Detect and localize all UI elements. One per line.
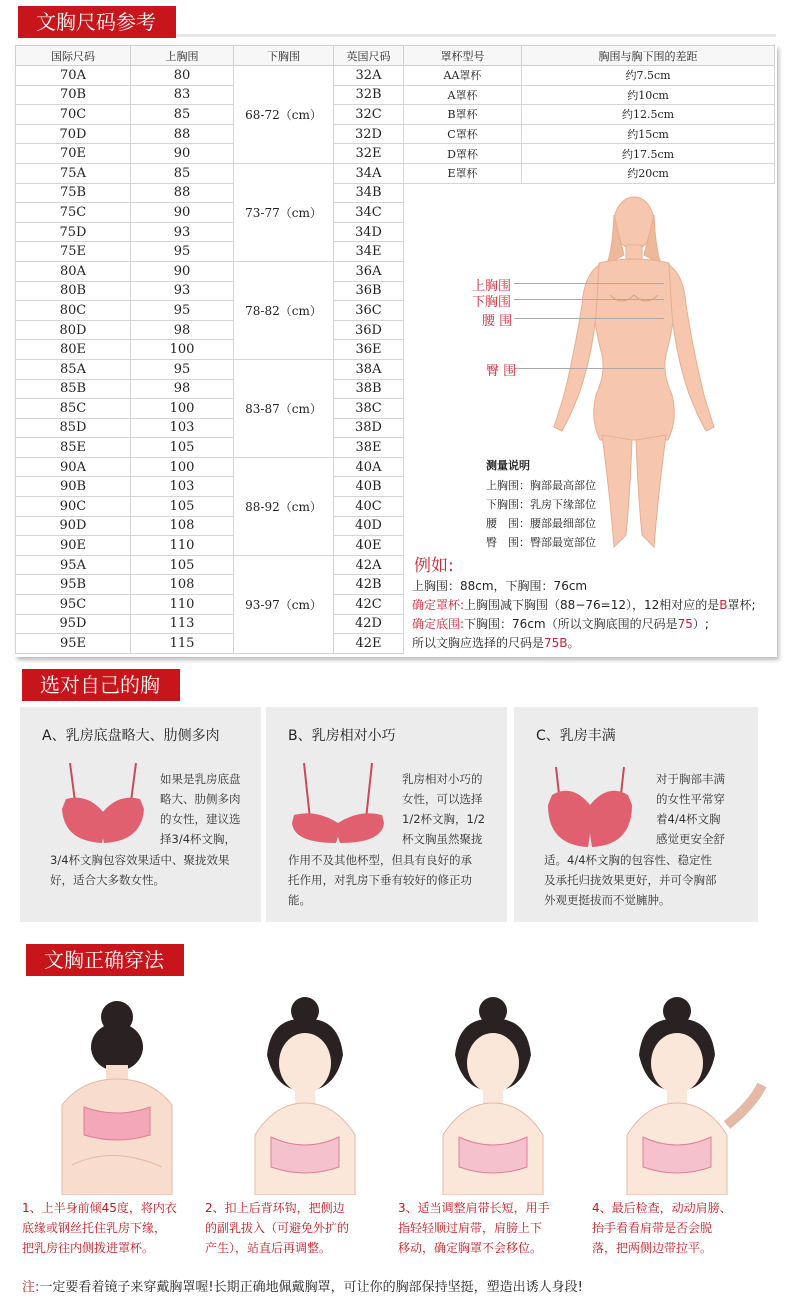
table-cell: 90E	[16, 536, 131, 556]
table-cell: 70E	[16, 144, 131, 164]
table-cell: 70A	[16, 66, 131, 86]
table-cell: 85A	[16, 359, 131, 379]
table-cell: 95A	[16, 555, 131, 575]
breast-type-card-a	[20, 707, 261, 922]
table-cell: 32B	[334, 85, 404, 105]
table-cell: 34C	[334, 203, 404, 223]
table-cell: 100	[131, 340, 234, 360]
woman-leaning-illustration	[22, 995, 212, 1195]
table-cell: 36B	[334, 281, 404, 301]
table-cell: 约17.5cm	[522, 144, 775, 164]
type-desc-side	[160, 769, 241, 849]
desc-line: 对于胸部丰满	[656, 772, 725, 786]
bra-4-4-cup-icon	[544, 763, 636, 851]
col-header: 罩杯型号	[404, 46, 522, 66]
table-cell: 40E	[334, 536, 404, 556]
section-title-text: 选对自己的胸	[40, 673, 160, 697]
measurement-note-title: 测量说明	[486, 459, 530, 472]
table-cell: 110	[131, 536, 234, 556]
table-cell: 80B	[16, 281, 131, 301]
example-label: 确定罩杯:	[412, 598, 465, 612]
measurement-note: 下胸围：乳房下缘部位	[486, 498, 596, 511]
table-cell: 95	[131, 359, 234, 379]
table-cell: 95E	[16, 634, 131, 654]
desc-line: 择3/4杯文胸，	[160, 832, 237, 846]
table-cell: C罩杯	[404, 124, 522, 144]
table-cell: 80D	[16, 320, 131, 340]
example-text: 上胸围减下胸围（88−76=12），12相对应的是	[464, 598, 720, 612]
col-header: 国际尺码	[16, 46, 131, 66]
table-header-row	[16, 46, 775, 66]
table-cell: 42A	[334, 555, 404, 575]
table-cell: 约12.5cm	[522, 105, 775, 125]
example-text: ）;	[692, 617, 709, 631]
example-text: 下胸围：76cm（所以文胸底围的尺码是	[464, 617, 678, 631]
step-line: 4、最后检查，动动肩膀、	[592, 1201, 732, 1215]
type-title: C、乳房丰满	[536, 728, 616, 744]
table-cell: 90C	[16, 497, 131, 517]
table-cell: 38B	[334, 379, 404, 399]
step-line: 2、扣上后背环钩，把侧边	[205, 1201, 345, 1215]
example-title: 例如:	[414, 556, 454, 576]
table-cell: 70C	[16, 105, 131, 125]
desc-line: 略大、肋侧多肉	[160, 792, 241, 806]
table-cell: 约15cm	[522, 124, 775, 144]
label-hip: 臀 围	[486, 364, 517, 379]
table-cell: 34B	[334, 183, 404, 203]
table-cell: 98	[131, 379, 234, 399]
step-line: 3、适当调整肩带长短，用手	[398, 1201, 550, 1215]
table-cell: 36C	[334, 301, 404, 321]
table-cell: 40A	[334, 457, 404, 477]
table-cell: AA罩杯	[404, 66, 522, 86]
section-title-breast-type	[22, 669, 180, 701]
desc-line: 乳房相对小巧的	[402, 772, 483, 786]
step-4	[592, 995, 782, 1265]
table-cell: 42D	[334, 614, 404, 634]
table-row	[16, 85, 775, 105]
table-cell: 90A	[16, 457, 131, 477]
type-desc-side	[402, 769, 485, 849]
table-cell: 38D	[334, 418, 404, 438]
table-cell: 83	[131, 85, 234, 105]
table-cell: 103	[131, 418, 234, 438]
desc-line: 杯文胸虽然聚拢	[402, 832, 483, 846]
footer-note	[22, 1276, 583, 1295]
table-cell: 42E	[334, 634, 404, 654]
table-cell: A罩杯	[404, 85, 522, 105]
example-highlight: 75	[677, 617, 693, 631]
desc-line: 女性，可以选择	[402, 792, 483, 806]
table-cell: 75B	[16, 183, 131, 203]
measurement-note: 腰 围：腰部最细部位	[486, 517, 596, 530]
woman-adjusting-strap-illustration	[398, 995, 588, 1195]
step-line: 移动，确定胸罩不会移位。	[398, 1241, 543, 1255]
table-cell: 115	[131, 634, 234, 654]
step-line: 底缘或钢丝托住乳房下缘，	[22, 1221, 167, 1235]
step-line: 的副乳拔入（可避免外扩的	[205, 1221, 350, 1235]
table-cell: 70B	[16, 85, 131, 105]
measurement-note: 上胸围：胸部最高部位	[486, 479, 596, 492]
table-cell: 34D	[334, 222, 404, 242]
table-cell: 40D	[334, 516, 404, 536]
label-waist: 腰 围	[482, 314, 513, 329]
breast-type-card-b	[266, 707, 507, 922]
type-desc-side	[656, 769, 725, 849]
section-title-text: 文胸正确穿法	[44, 948, 164, 972]
measurement-figure-panel	[404, 185, 774, 655]
table-cell: 32D	[334, 124, 404, 144]
table-cell: 85E	[16, 438, 131, 458]
bra-3-4-cup-icon	[58, 759, 148, 849]
desc-line: 1/2杯文胸，1/2	[402, 812, 486, 826]
table-cell: 80C	[16, 301, 131, 321]
table-cell: 93	[131, 281, 234, 301]
table-cell: 38A	[334, 359, 404, 379]
table-cell: 约20cm	[522, 163, 775, 183]
type-title: A、乳房底盘略大、肋侧多肉	[42, 728, 220, 744]
table-cell: 约7.5cm	[522, 66, 775, 86]
under-bust-range-cell: 68-72（cm）	[234, 66, 334, 164]
step-1	[22, 995, 212, 1265]
desc-line: 3/4杯文胸包容效果适中、聚拢效果	[50, 853, 230, 867]
step-line: 指轻轻顺过肩带，肩膀上下	[398, 1221, 543, 1235]
under-bust-range-cell: 78-82（cm）	[234, 261, 334, 359]
table-cell: 75E	[16, 242, 131, 262]
table-cell: 95B	[16, 575, 131, 595]
table-cell: 105	[131, 555, 234, 575]
table-cell: 90	[131, 144, 234, 164]
col-header: 胸围与胸下围的差距	[522, 46, 775, 66]
table-cell: 42C	[334, 595, 404, 615]
table-cell: 95C	[16, 595, 131, 615]
table-cell: 38C	[334, 399, 404, 419]
table-cell: 约10cm	[522, 85, 775, 105]
table-cell: 103	[131, 477, 234, 497]
table-cell: 42B	[334, 575, 404, 595]
table-cell: 36D	[334, 320, 404, 340]
waist-line	[514, 318, 664, 319]
table-cell: 90	[131, 203, 234, 223]
step-line: 抬手看看肩带是否会脱	[592, 1221, 713, 1235]
example-label: 确定底围:	[412, 617, 465, 631]
step-line: 产生），站直后再调整。	[205, 1241, 332, 1255]
section-title-size-chart	[18, 6, 176, 38]
table-row	[16, 66, 775, 86]
desc-line: 及承托归拢效果更好，并可令胸部	[544, 873, 717, 887]
table-cell: 85B	[16, 379, 131, 399]
step-text	[398, 1198, 588, 1258]
woman-hooking-bra-illustration	[205, 995, 395, 1195]
table-cell: 95D	[16, 614, 131, 634]
table-cell: 34A	[334, 163, 404, 183]
table-cell: 108	[131, 575, 234, 595]
step-line: 落，把两侧边带拉平。	[592, 1241, 713, 1255]
table-cell: 108	[131, 516, 234, 536]
breast-type-card-c	[514, 707, 758, 922]
step-line: 把乳房往内侧拨进罩杯。	[22, 1241, 155, 1255]
table-cell: 36E	[334, 340, 404, 360]
table-row	[16, 124, 775, 144]
table-cell: 80E	[16, 340, 131, 360]
step-text	[592, 1198, 782, 1258]
under-bust-range-cell: 93-97（cm）	[234, 555, 334, 653]
type-desc-bottom	[544, 850, 717, 910]
desc-line: 托作用，对乳房下垂有较好的修正功	[288, 873, 472, 887]
step-2	[205, 995, 395, 1265]
label-under-bust: 下胸围	[472, 295, 512, 310]
measurement-note: 臀 围：臀部最宽部位	[486, 536, 596, 549]
type-title: B、乳房相对小巧	[288, 728, 396, 744]
example-line-3	[412, 615, 709, 632]
table-cell: 113	[131, 614, 234, 634]
desc-line: 好，适合大多数女性。	[50, 873, 165, 887]
col-header: 英国尺码	[334, 46, 404, 66]
table-cell: 98	[131, 320, 234, 340]
under-bust-line	[514, 299, 664, 300]
table-cell: 80	[131, 66, 234, 86]
table-cell: 38E	[334, 438, 404, 458]
table-cell: 100	[131, 399, 234, 419]
table-cell: B罩杯	[404, 105, 522, 125]
table-cell: 88	[131, 124, 234, 144]
table-cell: 95	[131, 242, 234, 262]
desc-line: 外观更挺拔而不觉臃肿。	[544, 893, 671, 907]
section-title-wearing-method	[26, 944, 184, 976]
table-cell: D罩杯	[404, 144, 522, 164]
table-cell: 34E	[334, 242, 404, 262]
example-line-1: 上胸围：88cm，下胸围：76cm	[412, 579, 588, 593]
table-cell: 90D	[16, 516, 131, 536]
step-line: 1、上半身前倾45度，将内衣	[22, 1201, 177, 1215]
step-text	[22, 1198, 212, 1258]
divider	[176, 34, 776, 37]
table-cell: 90B	[16, 477, 131, 497]
upper-bust-line	[514, 283, 664, 284]
table-cell: 75C	[16, 203, 131, 223]
table-cell: 110	[131, 595, 234, 615]
under-bust-range-cell: 88-92（cm）	[234, 457, 334, 555]
col-header: 上胸围	[131, 46, 234, 66]
footer-label: 注:	[22, 1280, 40, 1295]
desc-line: 如果是乳房底盘	[160, 772, 241, 786]
example-text: 。	[567, 636, 580, 650]
table-row	[16, 105, 775, 125]
type-desc-bottom	[50, 850, 230, 890]
section-title-text: 文胸尺码参考	[36, 10, 156, 34]
table-cell: 85C	[16, 399, 131, 419]
type-desc-bottom	[288, 850, 472, 910]
table-cell: 32A	[334, 66, 404, 86]
table-cell: 105	[131, 497, 234, 517]
hip-line	[514, 368, 664, 369]
table-cell: 95	[131, 301, 234, 321]
table-cell: 100	[131, 457, 234, 477]
desc-line: 着4/4杯文胸	[656, 812, 721, 826]
bra-1-2-cup-icon	[288, 759, 388, 849]
table-cell: 75A	[16, 163, 131, 183]
step-text	[205, 1198, 395, 1258]
label-upper-bust: 上胸围	[472, 279, 512, 294]
table-cell: 85D	[16, 418, 131, 438]
table-row	[16, 163, 775, 183]
table-cell: 40C	[334, 497, 404, 517]
table-cell: 85	[131, 105, 234, 125]
desc-line: 的女性，建议选	[160, 812, 241, 826]
table-cell: 88	[131, 183, 234, 203]
table-cell: 90	[131, 261, 234, 281]
woman-checking-fit-illustration	[592, 995, 782, 1195]
desc-line: 适。4/4杯文胸的包容性、稳定性	[544, 853, 713, 867]
table-cell: 75D	[16, 222, 131, 242]
table-cell: 32E	[334, 144, 404, 164]
table-cell: 93	[131, 222, 234, 242]
example-highlight: B	[719, 598, 728, 612]
table-cell: 36A	[334, 261, 404, 281]
table-cell: 32C	[334, 105, 404, 125]
desc-line: 作用不及其他杯型，但具有良好的承	[288, 853, 472, 867]
table-cell: 80A	[16, 261, 131, 281]
example-text: 所以文胸应选择的尺码是	[412, 636, 545, 650]
table-cell: 85	[131, 163, 234, 183]
under-bust-range-cell: 83-87（cm）	[234, 359, 334, 457]
table-cell: E罩杯	[404, 163, 522, 183]
example-line-2	[412, 596, 756, 613]
footer-text: 一定要看着镜子来穿戴胸罩喔!长期正确地佩戴胸罩，可让你的胸部保持坚挺，塑造出诱人身段!	[39, 1280, 583, 1295]
table-cell: 70D	[16, 124, 131, 144]
table-cell: 40B	[334, 477, 404, 497]
example-text: 罩杯;	[727, 598, 756, 612]
col-header: 下胸围	[234, 46, 334, 66]
example-highlight: 75B	[544, 636, 568, 650]
table-cell: 105	[131, 438, 234, 458]
table-row	[16, 144, 775, 164]
under-bust-range-cell: 73-77（cm）	[234, 163, 334, 261]
desc-line: 能。	[288, 893, 311, 907]
step-3	[398, 995, 588, 1265]
desc-line: 的女性平常穿	[656, 792, 725, 806]
desc-line: 感觉更安全舒	[656, 832, 725, 846]
example-line-4	[412, 634, 580, 651]
